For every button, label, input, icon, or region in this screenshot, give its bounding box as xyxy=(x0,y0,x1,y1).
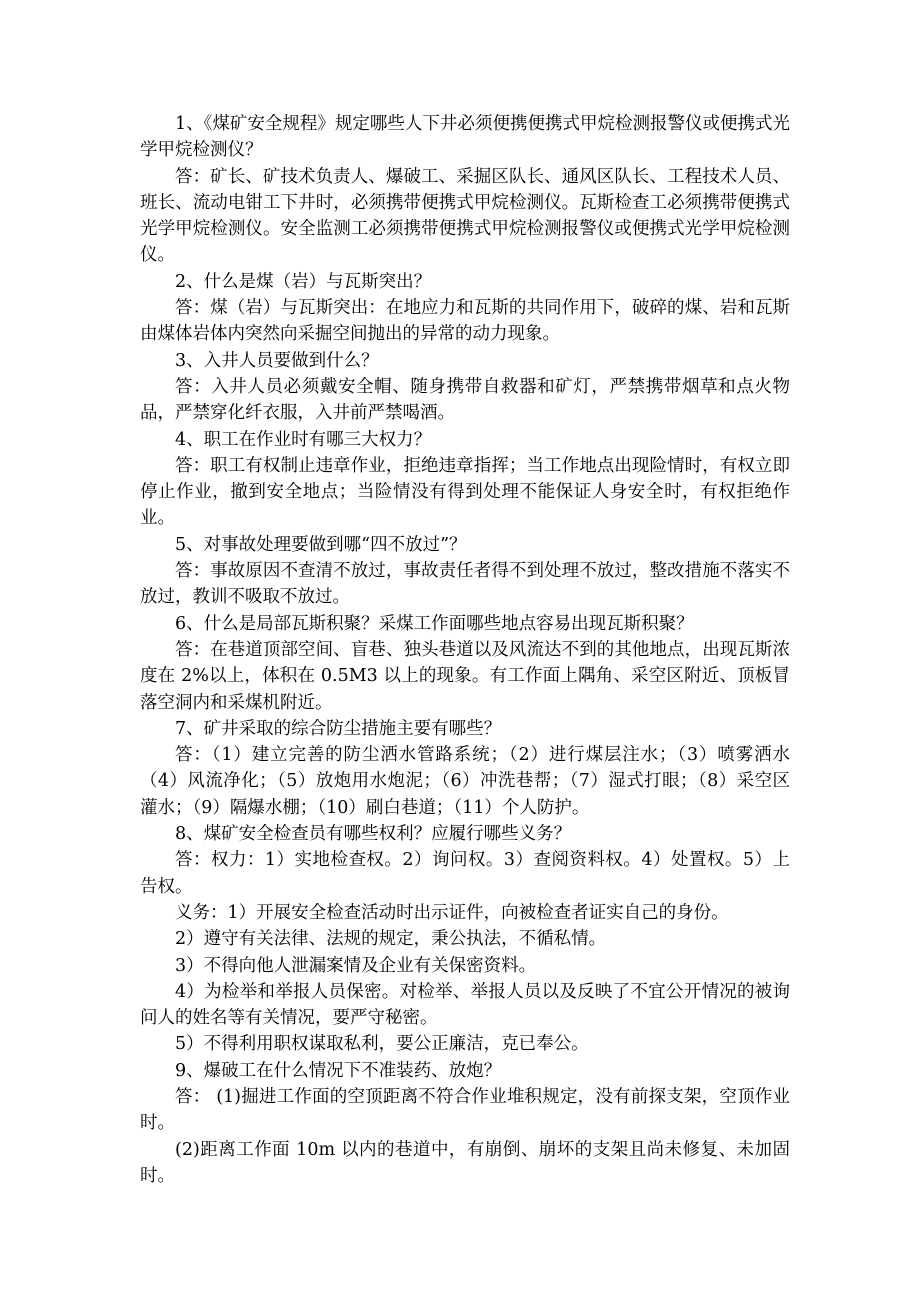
question-7: 7、矿井采取的综合防尘措施主要有哪些？ xyxy=(175,718,502,739)
answer-2: 答：煤（岩）与瓦斯突出：在地应力和瓦斯的共同作用下，破碎的煤、岩和瓦斯由煤体岩体内突然向采掘空间抛出的异常的动力现象。 xyxy=(140,298,790,345)
question-4: 4、职工在作业时有哪三大权力？ xyxy=(175,429,432,450)
answer-5: 答：事故原因不查清不放过，事故责任者得不到处理不放过，整改措施不落实不放过，教训不吸取不放过。 xyxy=(140,561,790,608)
question-2: 2、什么是煤（岩）与瓦斯突出？ xyxy=(175,271,432,292)
answer-8-duty-3: 3）不得向他人泄漏案情及企业有关保密资料。 xyxy=(175,955,537,976)
question-6: 6、什么是局部瓦斯积聚？采煤工作面哪些地点容易出现瓦斯积聚？ xyxy=(175,613,694,634)
answer-7: 答：（1）建立完善的防尘洒水管路系统；（2）进行煤层注水；（3）喷雾洒水（4）风流净化；（5）放炮用水炮泥；（6）冲洗巷帮；（7）湿式打眼；（8）采空区灌水；（9）隔爆水棚；（10）刷白巷道；（11）个人防护。 xyxy=(140,745,790,818)
question-5: 5、对事故处理要做到哪“四不放过”？ xyxy=(175,534,467,555)
question-8: 8、煤矿安全检查员有哪些权利？应履行哪些义务？ xyxy=(175,824,572,845)
answer-9-item-2: (2)距离工作面 10m 以内的巷道中，有崩倒、崩坏的支架且尚未修复、未加固时。 xyxy=(140,1139,790,1186)
answer-3: 答：入井人员必须戴安全帽、随身携带自救器和矿灯，严禁携带烟草和点火物品，严禁穿化纤衣服，入井前严禁喝酒。 xyxy=(140,376,790,424)
answer-6: 答：在巷道顶部空间、盲巷、独头巷道以及风流达不到的其他地点，出现瓦斯浓度在 2%以上，体积在 0.5M3 以上的现象。有工作面上隅角、采空区附近、顶板冒落空洞内和采煤机附近。 xyxy=(140,639,790,713)
answer-8-duty-4: 4）为检举和举报人员保密。对检举、举报人员以及反映了不宜公开情况的被询问人的姓名等有关情况，要严守秘密。 xyxy=(140,981,790,1029)
answer-9-item-1: 答： (1)掘进工作面的空顶距离不符合作业堆积规定，没有前探支架，空顶作业时。 xyxy=(140,1086,790,1134)
answer-8-rights: 答：权力：1）实地检查权。2）询问权。3）查阅资料权。4）处置权。5）上告权。 xyxy=(140,850,790,897)
document-page xyxy=(140,111,790,1189)
answer-8-duty-1: 义务：1）开展安全检查活动时出示证件，向被检查者证实自己的身份。 xyxy=(175,902,729,923)
question-3: 3、入井人员要做到什么？ xyxy=(175,350,379,371)
answer-4: 答：职工有权制止违章作业，拒绝违章指挥；当工作地点出现险情时，有权立即停止作业，撤到安全地点；当险情没有得到处理不能保证人身安全时，有权拒绝作业。 xyxy=(140,455,790,529)
answer-8-duty-5: 5）不得利用职权谋取私利，要公正廉洁，克已奉公。 xyxy=(175,1034,589,1055)
question-1: 1、《煤矿安全规程》规定哪些人下井必须便携便携式甲烷检测报警仪或便携式光学甲烷检测仪？ xyxy=(140,114,790,161)
question-9: 9、爆破工在什么情况下不准装药、放炮？ xyxy=(175,1060,502,1081)
answer-1: 答：矿长、矿技术负责人、爆破工、采掘区队长、通风区队长、工程技术人员、班长、流动电钳工下井时，必须携带便携式甲烷检测仪。瓦斯检查工必须携带便携式光学甲烷检测仪。安全监测工必须携带便携式甲烷检测报警仪或便携式光学甲烷检测仪。 xyxy=(140,166,790,266)
answer-8-duty-2: 2）遵守有关法律、法规的规定，秉公执法，不循私情。 xyxy=(175,929,607,950)
